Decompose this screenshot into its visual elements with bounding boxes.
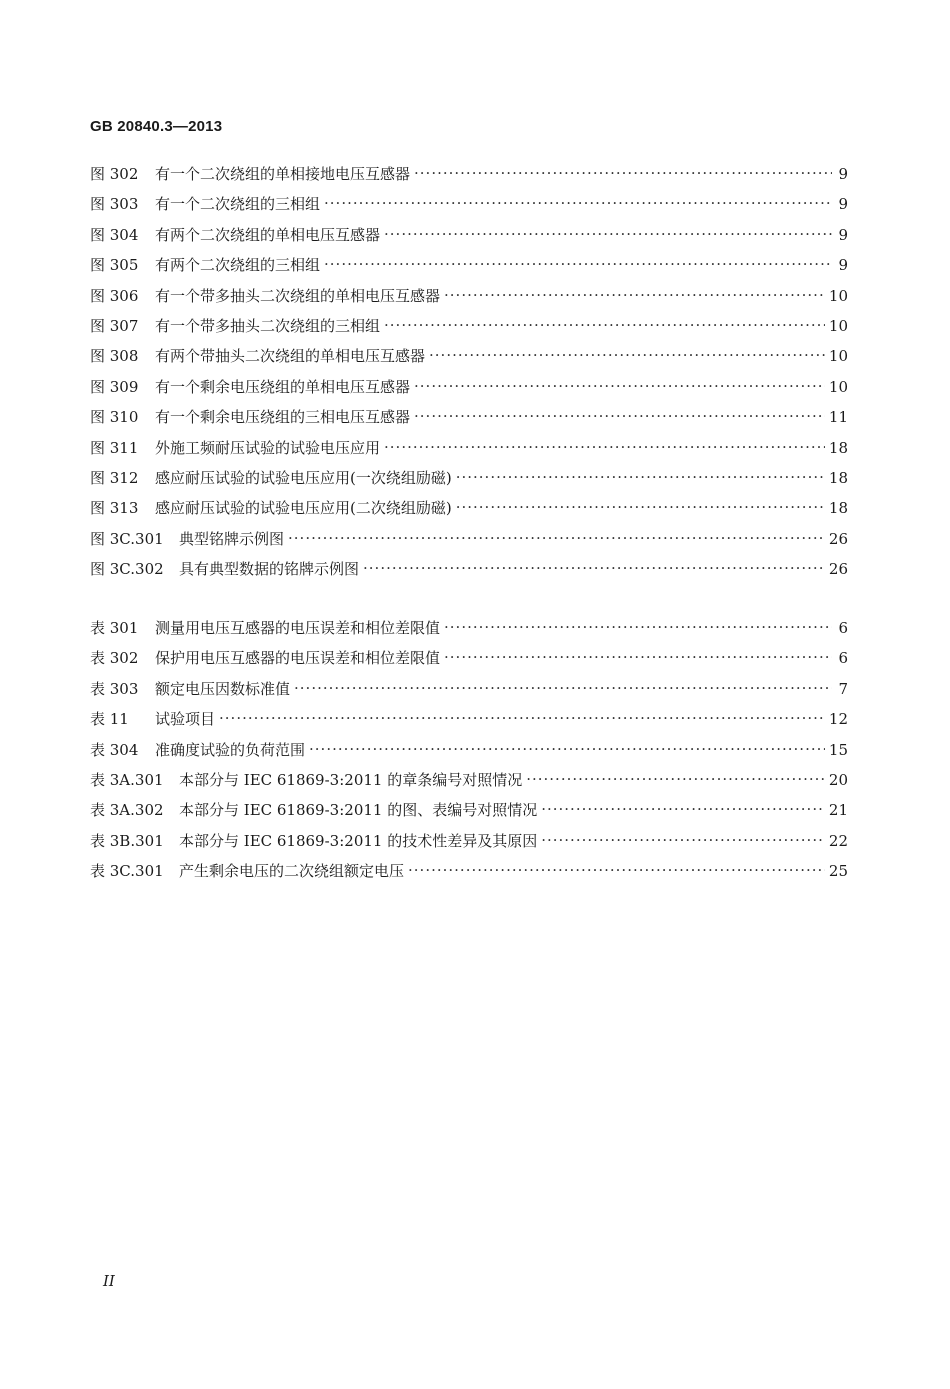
entry-title: 准确度试验的负荷范围 bbox=[155, 740, 306, 759]
figure-entry[interactable] bbox=[90, 224, 848, 254]
dot-leader bbox=[456, 498, 825, 516]
entry-page-number: 20 bbox=[828, 770, 848, 789]
entry-label: 图 308 bbox=[90, 347, 139, 366]
entry-page-number: 9 bbox=[838, 256, 848, 275]
dot-leader bbox=[408, 861, 825, 879]
figure-entry[interactable] bbox=[90, 285, 848, 315]
entry-page-number: 26 bbox=[828, 560, 848, 579]
entry-label: 表 304 bbox=[90, 740, 139, 759]
entry-title: 有两个带抽头二次绕组的单相电压互感器 bbox=[155, 347, 426, 366]
entry-page-number: 22 bbox=[828, 831, 848, 850]
entry-label: 图 307 bbox=[90, 316, 139, 335]
figure-entry[interactable] bbox=[90, 254, 848, 284]
entry-label: 表 3A.302 bbox=[90, 801, 164, 820]
entry-title: 本部分与 IEC 61869-3:2011 的章条编号对照情况 bbox=[179, 770, 523, 789]
figure-entry[interactable] bbox=[90, 497, 848, 527]
entry-title: 有两个二次绕组的单相电压互感器 bbox=[155, 225, 381, 244]
figure-entry[interactable] bbox=[90, 437, 848, 467]
entry-page-number: 9 bbox=[838, 225, 848, 244]
page-folio: II bbox=[103, 1272, 115, 1290]
entry-title: 保护用电压互感器的电压误差和相位差限值 bbox=[155, 649, 441, 668]
dot-leader bbox=[414, 377, 825, 395]
figure-entry[interactable] bbox=[90, 315, 848, 345]
entry-label: 表 302 bbox=[90, 649, 139, 668]
table-entry[interactable] bbox=[90, 708, 848, 738]
figure-entry[interactable] bbox=[90, 528, 848, 558]
dot-leader bbox=[384, 316, 825, 334]
dot-leader bbox=[526, 770, 825, 788]
standard-code: GB 20840.3—2013 bbox=[90, 118, 223, 135]
entry-label: 图 311 bbox=[90, 438, 139, 457]
dot-leader bbox=[309, 740, 825, 758]
entry-label: 图 309 bbox=[90, 377, 139, 396]
dot-leader bbox=[444, 648, 832, 666]
entry-title: 测量用电压互感器的电压误差和相位差限值 bbox=[155, 619, 441, 637]
entry-label: 图 303 bbox=[90, 195, 139, 214]
dot-leader bbox=[444, 286, 825, 304]
entry-page-number: 6 bbox=[838, 619, 848, 637]
entry-page-number: 9 bbox=[838, 165, 848, 183]
entry-title: 有一个剩余电压绕组的单相电压互感器 bbox=[155, 377, 411, 396]
entry-page-number: 26 bbox=[828, 529, 848, 548]
table-list bbox=[90, 617, 848, 891]
dot-leader bbox=[414, 407, 825, 425]
figure-entry[interactable] bbox=[90, 467, 848, 497]
entry-page-number: 10 bbox=[828, 347, 848, 366]
entry-page-number: 21 bbox=[828, 801, 848, 820]
entry-title: 有两个二次绕组的三相组 bbox=[155, 256, 321, 275]
entry-label: 图 310 bbox=[90, 408, 139, 427]
dot-leader bbox=[219, 709, 825, 727]
entry-title: 具有典型数据的铭牌示例图 bbox=[179, 560, 360, 579]
dot-leader bbox=[324, 194, 832, 212]
entry-page-number: 9 bbox=[838, 195, 848, 214]
entry-label: 表 3B.301 bbox=[90, 831, 164, 850]
dot-leader bbox=[363, 559, 825, 577]
entry-page-number: 18 bbox=[828, 438, 848, 457]
entry-page-number: 10 bbox=[828, 316, 848, 335]
entry-page-number: 7 bbox=[838, 679, 848, 698]
entry-label: 图 3C.302 bbox=[90, 560, 164, 579]
entry-page-number: 11 bbox=[828, 408, 848, 427]
entry-title: 有一个二次绕组的单相接地电压互感器 bbox=[155, 165, 411, 183]
dot-leader bbox=[384, 438, 825, 456]
entry-title: 有一个剩余电压绕组的三相电压互感器 bbox=[155, 408, 411, 427]
entry-title: 试验项目 bbox=[155, 710, 216, 729]
entry-label: 图 3C.301 bbox=[90, 529, 164, 548]
entry-label: 表 303 bbox=[90, 679, 139, 698]
dot-leader bbox=[384, 225, 832, 243]
table-entry[interactable] bbox=[90, 769, 848, 799]
table-entry[interactable] bbox=[90, 647, 848, 677]
entry-label: 表 301 bbox=[90, 619, 139, 637]
table-entry[interactable] bbox=[90, 799, 848, 829]
entry-title: 感应耐压试验的试验电压应用(二次绕组励磁) bbox=[155, 499, 452, 518]
dot-leader bbox=[288, 529, 825, 547]
dot-leader bbox=[541, 800, 825, 818]
table-entry[interactable] bbox=[90, 830, 848, 860]
entry-label: 表 11 bbox=[90, 710, 129, 729]
figure-entry[interactable] bbox=[90, 406, 848, 436]
entry-label: 图 305 bbox=[90, 256, 139, 275]
dot-leader bbox=[324, 255, 832, 273]
entry-label: 表 3C.301 bbox=[90, 862, 164, 881]
figure-entry[interactable] bbox=[90, 193, 848, 223]
entry-page-number: 25 bbox=[828, 862, 848, 881]
figure-entry[interactable] bbox=[90, 376, 848, 406]
entry-page-number: 15 bbox=[828, 740, 848, 759]
entry-page-number: 6 bbox=[838, 649, 848, 668]
figure-entry[interactable] bbox=[90, 558, 848, 588]
entry-title: 本部分与 IEC 61869-3:2011 的技术性差异及其原因 bbox=[179, 831, 538, 850]
entry-title: 额定电压因数标准值 bbox=[155, 679, 291, 698]
entry-label: 图 312 bbox=[90, 468, 139, 487]
dot-leader bbox=[429, 346, 825, 364]
entry-label: 图 306 bbox=[90, 286, 139, 305]
entry-title: 有一个二次绕组的三相组 bbox=[155, 195, 321, 214]
table-entry[interactable] bbox=[90, 678, 848, 708]
figure-entry[interactable] bbox=[90, 163, 848, 193]
table-entry[interactable] bbox=[90, 860, 848, 890]
dot-leader bbox=[444, 618, 832, 636]
figure-list bbox=[90, 163, 848, 588]
entry-page-number: 10 bbox=[828, 286, 848, 305]
entry-title: 感应耐压试验的试验电压应用(一次绕组励磁) bbox=[155, 468, 452, 487]
entry-label: 表 3A.301 bbox=[90, 770, 164, 789]
dot-leader bbox=[414, 164, 832, 182]
entry-label: 图 302 bbox=[90, 165, 139, 183]
dot-leader bbox=[456, 468, 825, 486]
dot-leader bbox=[541, 831, 825, 849]
entry-title: 有一个带多抽头二次绕组的三相组 bbox=[155, 316, 381, 335]
dot-leader bbox=[294, 679, 832, 697]
table-entry[interactable] bbox=[90, 739, 848, 769]
entry-title: 本部分与 IEC 61869-3:2011 的图、表编号对照情况 bbox=[179, 801, 538, 820]
entry-page-number: 18 bbox=[828, 468, 848, 487]
entry-page-number: 10 bbox=[828, 377, 848, 396]
table-entry[interactable] bbox=[90, 617, 848, 647]
figure-entry[interactable] bbox=[90, 345, 848, 375]
entry-page-number: 18 bbox=[828, 499, 848, 518]
entry-title: 有一个带多抽头二次绕组的单相电压互感器 bbox=[155, 286, 441, 305]
entry-label: 图 304 bbox=[90, 225, 139, 244]
entry-title: 典型铭牌示例图 bbox=[179, 529, 285, 548]
entry-title: 产生剩余电压的二次绕组额定电压 bbox=[179, 862, 405, 881]
entry-title: 外施工频耐压试验的试验电压应用 bbox=[155, 438, 381, 457]
entry-label: 图 313 bbox=[90, 499, 139, 518]
entry-page-number: 12 bbox=[828, 710, 848, 729]
